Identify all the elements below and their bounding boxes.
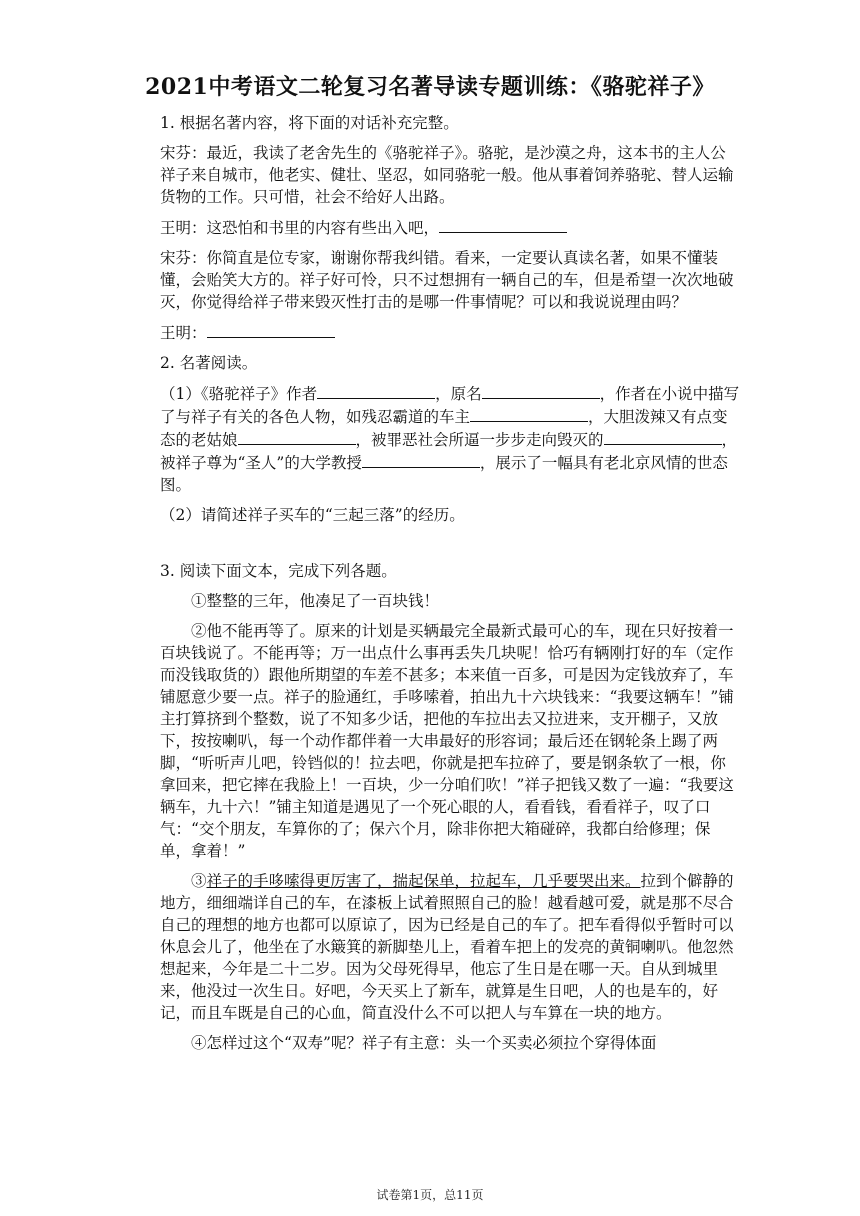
answer-blank-professor[interactable] [362, 451, 480, 468]
paragraph-text: 怎样过这个“双寿”呢？祥子有主意：头一个买卖必须拉个穿得体面 [206, 1034, 657, 1052]
passage-paragraph-2 [160, 620, 740, 862]
q2-sub1-text-c: ，作者在小说中描写了与祥子有关的各色人物，如残忍霸道的车主 [160, 385, 740, 426]
paragraph-number: ④ [191, 1034, 207, 1052]
dialogue-songfen-1: 宋芬：最近，我读了老舍先生的《骆驼祥子》。骆驼，是沙漠之舟，这本书的主人公祥子来自城市，他老实、健壮、坚忍，如同骆驼一般。他从事着饲养骆驼、替人运输货物的工作。只可惜，社会不给好人出路。 [160, 144, 734, 206]
paragraph-number: ③ [191, 872, 207, 890]
q2-sub1-text-b: ，原名 [435, 385, 482, 403]
answer-blank-car-owner[interactable] [470, 405, 588, 422]
question-2-sub-2: （2）请简述祥子买车的“三起三落”的经历。 [160, 506, 465, 524]
question-2-prompt: 2. 名著阅读。 [160, 354, 258, 372]
dialogue-wangming-1-text: 王明：这恐怕和书里的内容有些出入吧， [160, 219, 440, 237]
page-title: 2021中考语文二轮复习名著导读专题训练：《骆驼祥子》 [145, 74, 715, 100]
paragraph-number: ② [191, 622, 207, 640]
q2-sub1-text-e: ，被罪恶社会所逼一步步走向毁灭的 [355, 431, 604, 449]
document-body [160, 110, 740, 1062]
answer-blank[interactable] [207, 321, 335, 338]
paragraph-text: 拉到个僻静的地方，细细端详自己的车，在漆板上试着照照自己的脸！越看越可爱，就是那不尽合自己的理想的地方也都可以原谅了，因为已经是自己的车了。把车看得似乎暂时可以休息会儿了，他坐在了水簸箕的新脚垫儿上，看着车把上的发亮的黄铜喇叭。他忽然想起来，今年是二十二岁。因为父母死得早，他忘了生日是在哪一天。自从到城里来，他没过一次生日。好吧，今天买上了新车，就算是生日吧，人的也是车的，好记，而且车既是自己的心血，简直没什么不可以把人与车算在一块的地方。 [160, 872, 734, 1022]
answer-blank-original-name[interactable] [482, 382, 600, 399]
answer-blank[interactable] [439, 216, 567, 233]
paragraph-text: 整整的三年，他凑足了一百块钱！ [206, 592, 440, 610]
q2-sub1-text-a: （1）《骆驼祥子》作者 [160, 385, 318, 403]
answer-blank-victim[interactable] [604, 428, 722, 445]
q2-sub1-text-d: ，大胆泼辣又有点变态的老姑娘 [160, 408, 728, 449]
answer-blank-author[interactable] [317, 382, 435, 399]
question-1-prompt: 1. 根据名著内容，将下面的对话补充完整。 [160, 114, 459, 132]
question-3-prompt: 3. 阅读下面文本，完成下列各题。 [160, 562, 397, 580]
paragraph-text: 他不能再等了。原来的计划是买辆最完全最新式最可心的车，现在只好按着一百块钱说了。不能再等；万一出点什么事再丢失几块呢！恰巧有辆刚打好的车（定作而没钱取货的）跟他所期望的车差不甚多；本来值一百多，可是因为定钱放弃了，车铺愿意少要一点。祥子的脸通红，手哆嗦着，拍出九十六块钱来：“我要这辆车！”铺主打算挤到个整数，说了不知多少话，把他的车拉出去又拉进来，支开棚子，又放下，按按喇叭，每一个动作都伴着一大串最好的形容词；最后还在钢轮条上踢了两脚，“听听声儿吧，铃铛似的！拉去吧，你就是把车拉碎了，要是钢条软了一根，你拿回来，把它摔在我脸上！一百块，少一分咱们吹！”祥子把钱又数了一遍：“我要这辆车，九十六！”铺主知道是遇见了一个死心眼的人，看看钱，看看祥子，叹了口气：“交个朋友，车算你的了；保六个月，除非你把大箱碰碎，我都白给修理；保单，拿着！” [160, 622, 734, 860]
passage-paragraph-3 [160, 870, 740, 1024]
q2-sub1-text-g: ，展示了一幅具有老北京风情的世态图。 [160, 454, 728, 494]
dialogue-wangming-2 [160, 321, 740, 344]
paragraph-number: ① [191, 592, 207, 610]
spacer [160, 534, 740, 558]
page-footer: 试卷第1页，总11页 [376, 1188, 484, 1202]
q2-sub1-text-f: ，被祥子尊为“圣人”的大学教授 [160, 431, 738, 472]
passage-paragraph-1 [160, 590, 740, 612]
answer-blank-old-girl[interactable] [238, 428, 356, 445]
dialogue-songfen-2: 宋芬：你简直是位专家，谢谢你帮我纠错。看来，一定要认真读名著，如果不懂装懂，会贻笑大方的。祥子好可怜，只不过想拥有一辆自己的车，但是希望一次次地破灭，你觉得给祥子带来毁灭性打击的是哪一件事情呢？可以和我说说理由吗？ [160, 249, 734, 311]
question-2-sub-1 [160, 382, 740, 496]
underlined-sentence: 祥子的手哆嗦得更厉害了，揣起保单，拉起车，几乎要哭出来。 [206, 872, 641, 890]
passage-paragraph-4 [160, 1032, 740, 1054]
dialogue-wangming-2-text: 王明： [160, 324, 207, 342]
dialogue-wangming-1 [160, 216, 740, 239]
